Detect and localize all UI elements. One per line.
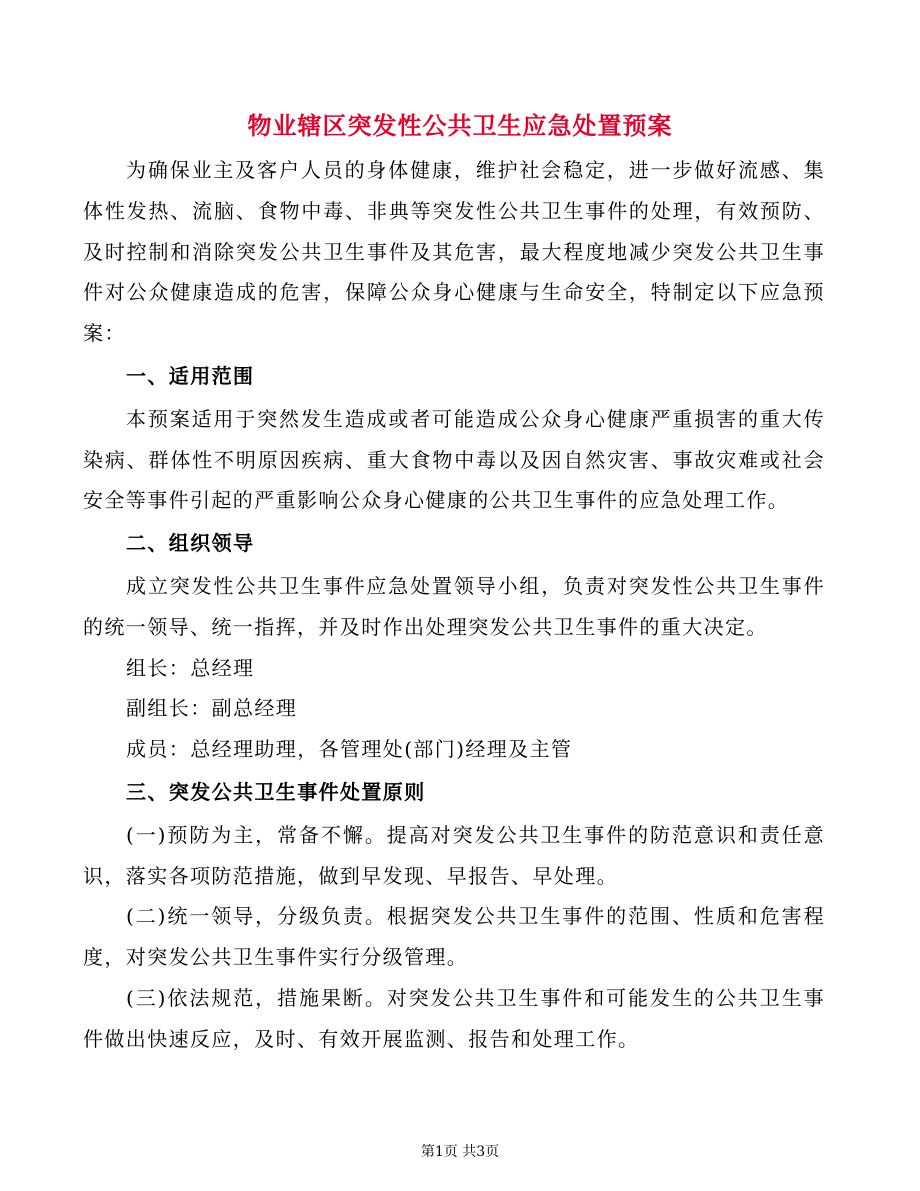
- section-heading-principles: 三、突发公共卫生事件处置原则: [126, 779, 426, 804]
- team-leader-line: 组长：总经理: [126, 655, 255, 680]
- principle-paragraph-3: (三)依法规范，措施果断。对突发公共卫生事件和可能发生的公共卫生事件做出快速反应，及时、有效开展监测、报告和处理工作。: [83, 985, 825, 1051]
- intro-paragraph: 为确保业主及客户人员的身体健康，维护社会稳定，进一步做好流感、集体性发热、流脑、食物中毒、非典等突发性公共卫生事件的处理，有效预防、及时控制和消除突发公共卫生事件及其危害，最大程度地减少突发公共卫生事件对公众健康造成的危害，保障公众身心健康与生命安全，特制定以下应急预案：: [83, 158, 825, 346]
- section-heading-organization: 二、组织领导: [126, 531, 255, 556]
- organization-paragraph: 成立突发性公共卫生事件应急处置领导小组，负责对突发性公共卫生事件的统一领导、统一指挥，并及时作出处理突发公共卫生事件的重大决定。: [83, 573, 825, 639]
- section-heading-scope: 一、适用范围: [126, 363, 255, 388]
- page-number-footer: 第1页 共3页: [420, 1144, 500, 1160]
- members-line: 成员：总经理助理，各管理处(部门)经理及主管: [126, 737, 573, 762]
- principle-paragraph-2: (二)统一领导，分级负责。根据突发公共卫生事件的范围、性质和危害程度，对突发公共卫生事件实行分级管理。: [83, 904, 825, 970]
- document-body: [83, 150, 825, 1060]
- scope-paragraph: 本预案适用于突然发生造成或者可能造成公众身心健康严重损害的重大传染病、群体性不明原因疾病、重大食物中毒以及因自然灾害、事故灾难或社会安全等事件引起的严重影响公众身心健康的公共卫生事件的应急处理工作。: [83, 406, 825, 513]
- document-title: 物业辖区突发性公共卫生应急处置预案: [247, 111, 673, 140]
- deputy-leader-line: 副组长：副总经理: [126, 696, 298, 721]
- principle-paragraph-1: (一)预防为主，常备不懈。提高对突发公共卫生事件的防范意识和责任意识，落实各项防范措施，做到早发现、早报告、早处理。: [83, 822, 825, 888]
